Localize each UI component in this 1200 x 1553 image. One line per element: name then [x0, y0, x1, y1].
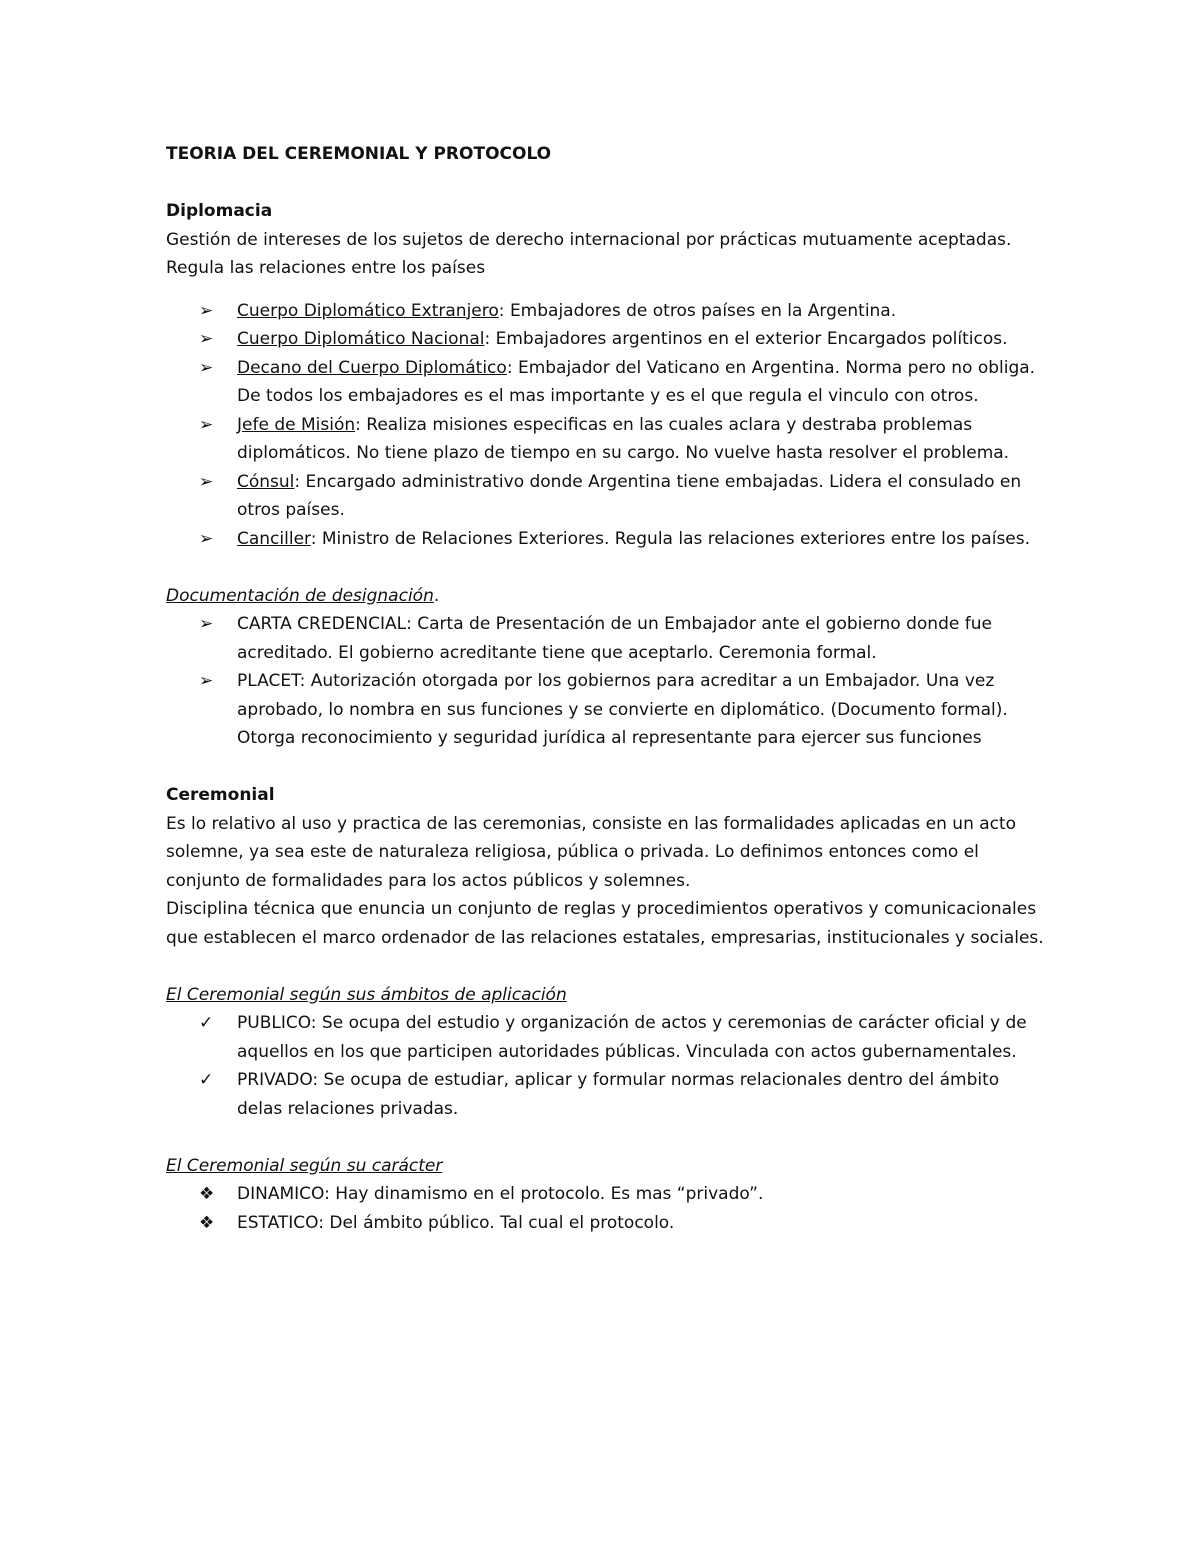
arrow-bullet-icon: ➢: [199, 300, 214, 321]
check-bullet-icon: ✓: [199, 1070, 214, 1090]
list-item: [166, 610, 1046, 667]
arrow-bullet-icon: ➢: [199, 471, 214, 492]
list-item-text: PRIVADO: Se ocupa de estudiar, aplicar y formular normas relacionales dentro del ámbito delas relaciones privadas.: [237, 1070, 1000, 1119]
list-item-separator: :: [355, 414, 367, 435]
list-item-separator: :: [294, 471, 306, 492]
list-item-text: DINAMICO: Hay dinamismo en el protocolo. Es mas “privado”.: [237, 1184, 764, 1204]
ceremonial-paragraph-1: Es lo relativo al uso y practica de las ceremonias, consiste en las formalidades aplicadas en un acto solemne, ya sea este de naturaleza religiosa, pública o privada. Lo definimos entonces como el conjunto de formalidades para los actos públicos y solemnes.: [166, 813, 1017, 891]
list-item-text: PUBLICO: Se ocupa del estudio y organización de actos y ceremonias de carácter oficial y de aquellos en los que participen autoridades públicas. Vinculada con actos gubernamentales.: [237, 1013, 1027, 1062]
list-item-term: Decano del Cuerpo Diplomático: [237, 357, 507, 378]
list-item-text: Embajadores de otros países en la Argentina.: [509, 300, 897, 321]
ceremonial-paragraph-2: Disciplina técnica que enuncia un conjunto de reglas y procedimientos operativos y comunicacionales que establecen el marco ordenador de las relaciones estatales, empresarias, institucionales y sociales.: [166, 899, 1044, 948]
diplomacia-definition: Gestión de intereses de los sujetos de derecho internacional por prácticas mutuamente aceptadas.: [166, 229, 1012, 250]
documentacion-heading-suffix: .: [433, 585, 440, 606]
list-item-separator: :: [484, 329, 496, 349]
check-bullet-icon: ✓: [199, 1013, 214, 1033]
list-item-separator: :: [498, 300, 510, 321]
list-item: [166, 325, 1046, 354]
list-item-text: Encargado administrativo donde Argentina tiene embajadas. Lidera el consulado en otros países.: [237, 471, 1022, 520]
list-item-text: PLACET: Autorización otorgada por los gobiernos para acreditar a un Embajador. Una vez aprobado, lo nombra en sus funciones y se convierte en diplomático. (Documento formal). Otorga reconocimiento y seguridad jurídica al representante para ejercer sus funciones: [237, 671, 1008, 748]
section-heading-ceremonial: Ceremonial: [166, 785, 275, 805]
diamond-bullet-icon: ❖: [199, 1212, 215, 1233]
spacer: [166, 952, 1046, 981]
diplomacia-summary: Regula las relaciones entre los países: [166, 258, 486, 278]
list-item-term: Canciller: [237, 528, 311, 549]
list-item: [166, 525, 1046, 554]
list-item-text: CARTA CREDENCIAL: Carta de Presentación de un Embajador ante el gobierno donde fue acreditado. El gobierno acreditante tiene que aceptarlo. Ceremonia formal.: [237, 614, 992, 663]
diamond-bullet-icon: ❖: [199, 1184, 215, 1204]
list-item: [166, 1180, 1046, 1209]
document-page: [166, 140, 1046, 1237]
list-item-separator: :: [310, 528, 322, 549]
list-item: [166, 411, 1046, 468]
list-item: [166, 667, 1046, 753]
spacer: [166, 283, 1046, 297]
section-heading-caracter: El Ceremonial según su carácter: [166, 1155, 443, 1176]
section-heading-ambitos: El Ceremonial según sus ámbitos de aplicación: [166, 984, 567, 1005]
arrow-bullet-icon: ➢: [199, 414, 214, 435]
arrow-bullet-icon: ➢: [199, 528, 214, 549]
list-item-term: Jefe de Misión: [237, 414, 356, 435]
caracter-list: [166, 1180, 1046, 1237]
spacer: [166, 1123, 1046, 1152]
document-title: TEORIA DEL CEREMONIAL Y PROTOCOLO: [166, 144, 552, 164]
list-item: [166, 354, 1046, 411]
list-item-text: Realiza misiones especificas en las cuales aclara y destraba problemas diplomáticos. No tiene plazo de tiempo en su cargo. No vuelve hasta resolver el problema.: [237, 414, 1010, 463]
arrow-bullet-icon: ➢: [199, 329, 214, 349]
spacer: [166, 753, 1046, 782]
list-item-term: Cuerpo Diplomático Nacional: [237, 329, 485, 349]
arrow-bullet-icon: ➢: [199, 614, 214, 634]
spacer: [166, 553, 1046, 582]
diplomacia-list: [166, 297, 1046, 554]
list-item: [166, 1209, 1046, 1238]
list-item-term: Cuerpo Diplomático Extranjero: [237, 300, 499, 321]
list-item-term: Cónsul: [237, 471, 295, 492]
list-item-text: ESTATICO: Del ámbito público. Tal cual el protocolo.: [237, 1212, 675, 1233]
list-item: [166, 1009, 1046, 1066]
spacer: [166, 169, 1046, 198]
section-heading-diplomacia: Diplomacia: [166, 201, 273, 221]
list-item-text: Embajador del Vaticano en Argentina. Norma pero no obliga. De todos los embajadores es el mas importante y es el que regula el vinculo con otros.: [237, 357, 1036, 406]
list-item-separator: :: [506, 357, 518, 378]
list-item: [166, 1066, 1046, 1123]
list-item: [166, 297, 1046, 326]
arrow-bullet-icon: ➢: [199, 357, 214, 378]
documentacion-list: [166, 610, 1046, 753]
arrow-bullet-icon: ➢: [199, 671, 214, 691]
documentacion-heading-text: Documentación de designación: [166, 585, 434, 606]
ambitos-list: [166, 1009, 1046, 1123]
list-item-text: Embajadores argentinos en el exterior Encargados políticos.: [495, 329, 1008, 349]
section-heading-documentacion: [166, 582, 1046, 611]
list-item: [166, 468, 1046, 525]
list-item-text: Ministro de Relaciones Exteriores. Regula las relaciones exteriores entre los países.: [321, 528, 1031, 549]
